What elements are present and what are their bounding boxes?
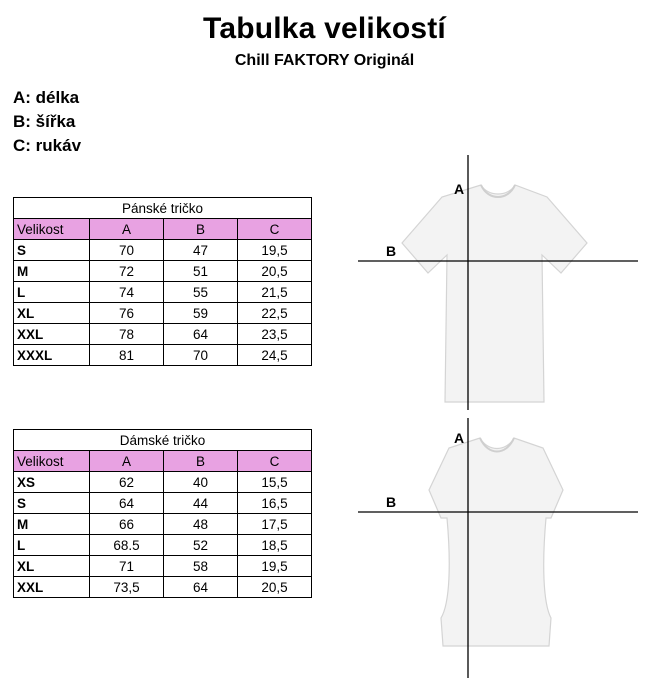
men-tshirt-icon <box>355 155 640 410</box>
column-header: C <box>238 451 312 472</box>
size-cell: XL <box>14 556 90 577</box>
value-cell: 21,5 <box>238 282 312 303</box>
value-cell: 76 <box>90 303 164 324</box>
value-cell: 48 <box>164 514 238 535</box>
table-row <box>14 282 312 303</box>
value-cell: 72 <box>90 261 164 282</box>
table-row <box>14 535 312 556</box>
value-cell: 71 <box>90 556 164 577</box>
women-table-caption: Dámské tričko <box>14 430 312 451</box>
legend-length: A: délka <box>13 88 80 107</box>
measurement-legend <box>13 86 81 158</box>
brand-subtitle: Chill FAKTORY Originál <box>234 52 415 69</box>
column-header: Velikost <box>14 219 90 240</box>
value-cell: 24,5 <box>238 345 312 366</box>
size-cell: S <box>14 493 90 514</box>
table-row <box>14 556 312 577</box>
table-row <box>14 577 312 598</box>
men-shirt-diagram <box>355 155 640 410</box>
column-header: A <box>90 219 164 240</box>
value-cell: 74 <box>90 282 164 303</box>
measure-label-a: A <box>454 181 465 197</box>
women-shirt-diagram <box>355 418 640 678</box>
value-cell: 68.5 <box>90 535 164 556</box>
value-cell: 64 <box>164 324 238 345</box>
value-cell: 17,5 <box>238 514 312 535</box>
size-cell: XXL <box>14 577 90 598</box>
legend-width: B: šířka <box>13 112 76 131</box>
value-cell: 40 <box>164 472 238 493</box>
value-cell: 52 <box>164 535 238 556</box>
value-cell: 78 <box>90 324 164 345</box>
value-cell: 66 <box>90 514 164 535</box>
table-row <box>14 493 312 514</box>
size-cell: XXXL <box>14 345 90 366</box>
value-cell: 16,5 <box>238 493 312 514</box>
column-header: A <box>90 451 164 472</box>
size-cell: L <box>14 535 90 556</box>
value-cell: 58 <box>164 556 238 577</box>
size-cell: XXL <box>14 324 90 345</box>
value-cell: 47 <box>164 240 238 261</box>
men-size-table <box>13 197 312 366</box>
column-header: C <box>238 219 312 240</box>
value-cell: 70 <box>90 240 164 261</box>
size-cell: XL <box>14 303 90 324</box>
column-header: Velikost <box>14 451 90 472</box>
table-row <box>14 514 312 535</box>
size-cell: M <box>14 514 90 535</box>
table-row <box>14 345 312 366</box>
size-cell: S <box>14 240 90 261</box>
value-cell: 23,5 <box>238 324 312 345</box>
value-cell: 19,5 <box>238 556 312 577</box>
value-cell: 70 <box>164 345 238 366</box>
value-cell: 15,5 <box>238 472 312 493</box>
size-cell: M <box>14 261 90 282</box>
page-title: Tabulka velikostí <box>203 12 446 45</box>
value-cell: 51 <box>164 261 238 282</box>
table-row <box>14 303 312 324</box>
table-row <box>14 324 312 345</box>
value-cell: 73,5 <box>90 577 164 598</box>
value-cell: 18,5 <box>238 535 312 556</box>
men-table-caption: Pánské tričko <box>14 198 312 219</box>
women-tshirt-icon <box>355 418 640 678</box>
value-cell: 19,5 <box>238 240 312 261</box>
legend-sleeve: C: rukáv <box>13 136 82 155</box>
value-cell: 55 <box>164 282 238 303</box>
size-cell: L <box>14 282 90 303</box>
value-cell: 20,5 <box>238 261 312 282</box>
value-cell: 62 <box>90 472 164 493</box>
column-header: B <box>164 451 238 472</box>
value-cell: 64 <box>164 577 238 598</box>
value-cell: 20,5 <box>238 577 312 598</box>
value-cell: 64 <box>90 493 164 514</box>
measure-label-a: A <box>454 430 465 446</box>
table-header-row <box>14 219 312 240</box>
measure-label-b: B <box>386 243 397 259</box>
table-row <box>14 261 312 282</box>
table-row <box>14 240 312 261</box>
table-header-row <box>14 451 312 472</box>
women-size-table <box>13 429 312 598</box>
value-cell: 59 <box>164 303 238 324</box>
value-cell: 22,5 <box>238 303 312 324</box>
value-cell: 81 <box>90 345 164 366</box>
size-cell: XS <box>14 472 90 493</box>
measure-label-b: B <box>386 494 397 510</box>
value-cell: 44 <box>164 493 238 514</box>
table-row <box>14 472 312 493</box>
column-header: B <box>164 219 238 240</box>
